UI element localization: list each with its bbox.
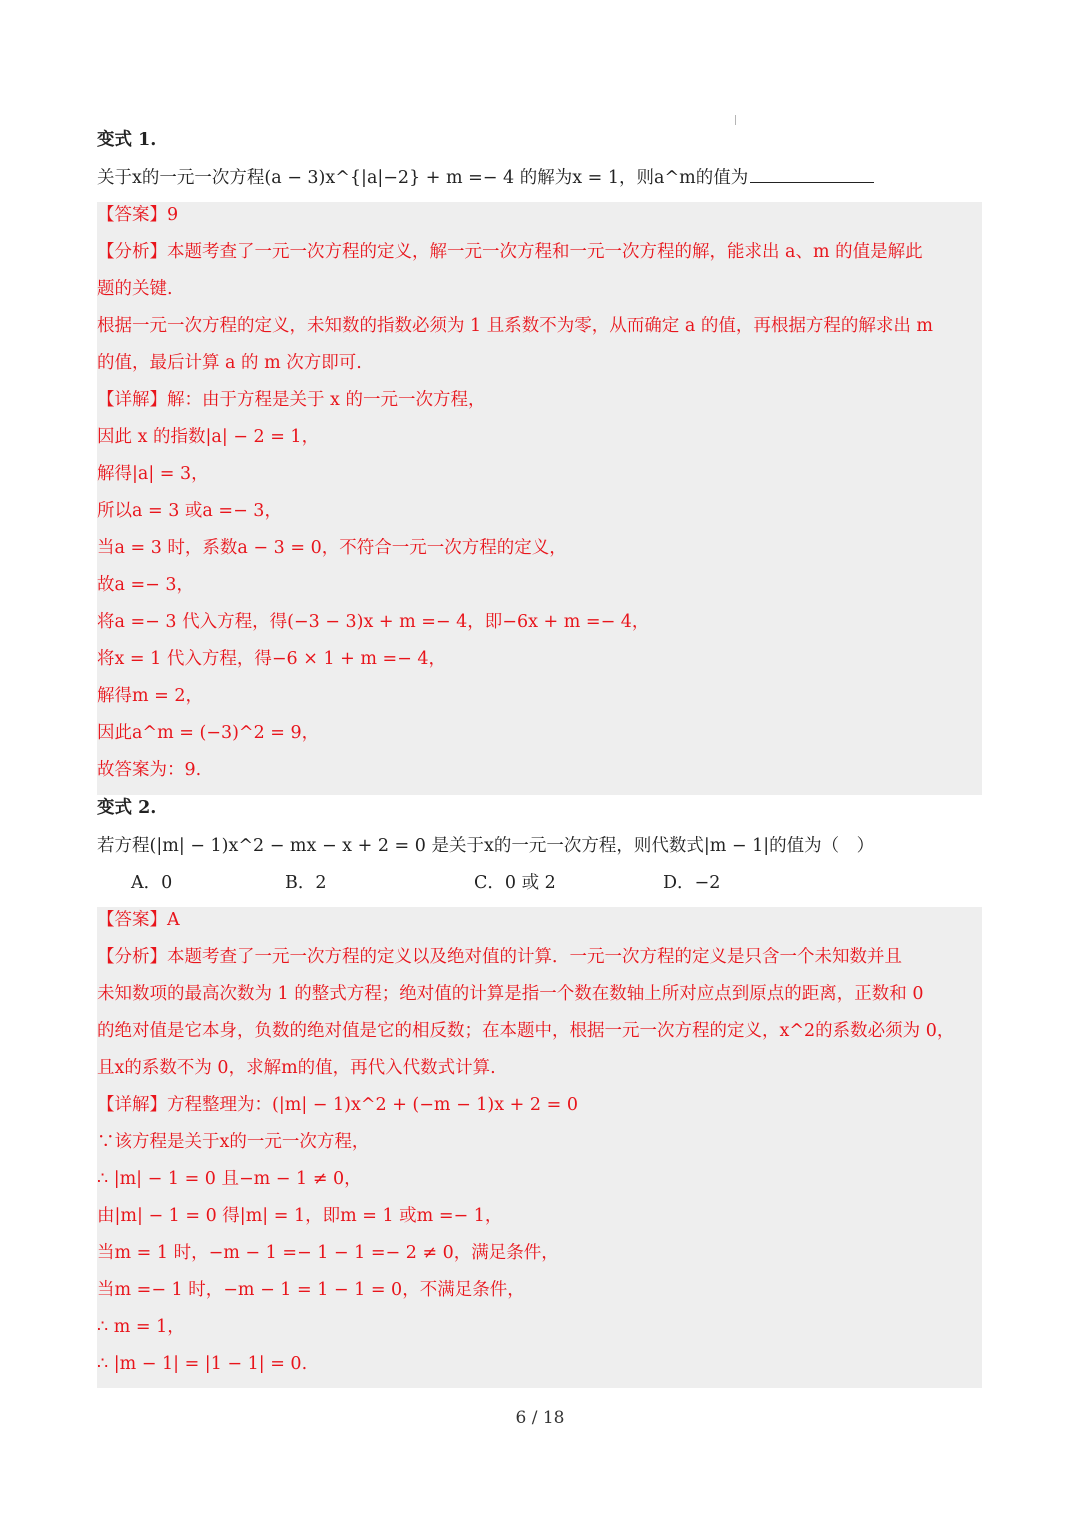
solution-line: 【答案】9 (97, 205, 179, 225)
solution-line: 且x的系数不为 0，求解m的值，再代入代数式计算. (97, 1058, 496, 1078)
solution-line: 解得m = 2， (97, 686, 204, 706)
solution-line: ∴ |m − 1| = |1 − 1| = 0. (97, 1354, 308, 1374)
solution-line: 未知数项的最高次数为 1 的整式方程；绝对值的计算是指一个数在数轴上所对应点到原点的距离，正数和 0 (97, 984, 924, 1004)
solution-line: 【分析】本题考查了一元一次方程的定义以及绝对值的计算．一元一次方程的定义是只含一个未知数并且 (97, 947, 902, 967)
solution-line: 当a = 3 时，系数a − 3 = 0，不符合一元一次方程的定义， (97, 538, 567, 558)
page-number: 6 / 18 (515, 1408, 565, 1428)
solution-line: 【分析】本题考查了一元一次方程的定义，解一元一次方程和一元一次方程的解，能求出 a、m 的值是解此 (97, 242, 923, 262)
solution-line: 由|m| − 1 = 0 得|m| = 1，即m = 1 或m =− 1， (97, 1206, 503, 1226)
variant-1-question-text: 关于x的一元一次方程(a − 3)x^{|a|−2} + m =− 4 的解为x = 1，则a^m的值为 (97, 168, 749, 188)
solution-line: 将a =− 3 代入方程，得(−3 − 3)x + m =− 4，即−6x + m =− 4， (97, 612, 650, 632)
option-a: A．0 (131, 873, 173, 893)
solution-line: 的绝对值是它本身，负数的绝对值是它的相反数；在本题中，根据一元一次方程的定义，x^2的系数必须为 0， (97, 1021, 955, 1041)
solution-line: 故a =− 3， (97, 575, 195, 595)
solution-line: 当m =− 1 时，−m − 1 = 1 − 1 = 0，不满足条件， (97, 1280, 525, 1300)
solution-line: 解得|a| = 3， (97, 464, 209, 484)
answer-blank (750, 164, 874, 183)
solution-line: 当m = 1 时，−m − 1 =− 1 − 1 =− 2 ≠ 0，满足条件， (97, 1243, 559, 1263)
variant-1-question (97, 160, 874, 197)
solution-line: 因此a^m = (−3)^2 = 9， (97, 723, 320, 743)
solution-line: 根据一元一次方程的定义，未知数的指数必须为 1 且系数不为零，从而确定 a 的值，再根据方程的解求出 m (97, 316, 933, 336)
variant-2-question: 若方程(|m| − 1)x^2 − mx − x + 2 = 0 是关于x的一元一次方程，则代数式|m − 1|的值为（ ） (97, 836, 875, 856)
option-d: D．−2 (663, 873, 721, 893)
variant-2-title: 变式 2. (97, 798, 157, 818)
solution-line: ∵该方程是关于x的一元一次方程， (97, 1132, 370, 1152)
option-b: B．2 (285, 873, 327, 893)
solution-line: 题的关键. (97, 279, 173, 299)
solution-line: 所以a = 3 或a =− 3， (97, 501, 282, 521)
solution-line: ∴ |m| − 1 = 0 且−m − 1 ≠ 0， (97, 1169, 362, 1189)
solution-line: 故答案为：9. (97, 760, 202, 780)
solution-line: 因此 x 的指数|a| − 2 = 1， (97, 427, 320, 447)
solution-line: 将x = 1 代入方程，得−6 × 1 + m =− 4， (97, 649, 447, 669)
variant-1-title: 变式 1. (97, 130, 157, 150)
solution-line: 【详解】方程整理为：(|m| − 1)x^2 + (−m − 1)x + 2 = 0 (97, 1095, 578, 1115)
solution-line: 【答案】A (97, 910, 180, 930)
header-mark (735, 115, 736, 125)
solution-line: 【详解】解：由于方程是关于 x 的一元一次方程， (97, 390, 486, 410)
option-c: C．0 或 2 (474, 873, 556, 893)
solution-line: 的值，最后计算 a 的 m 次方即可. (97, 353, 362, 373)
solution-line: ∴ m = 1， (97, 1317, 185, 1337)
